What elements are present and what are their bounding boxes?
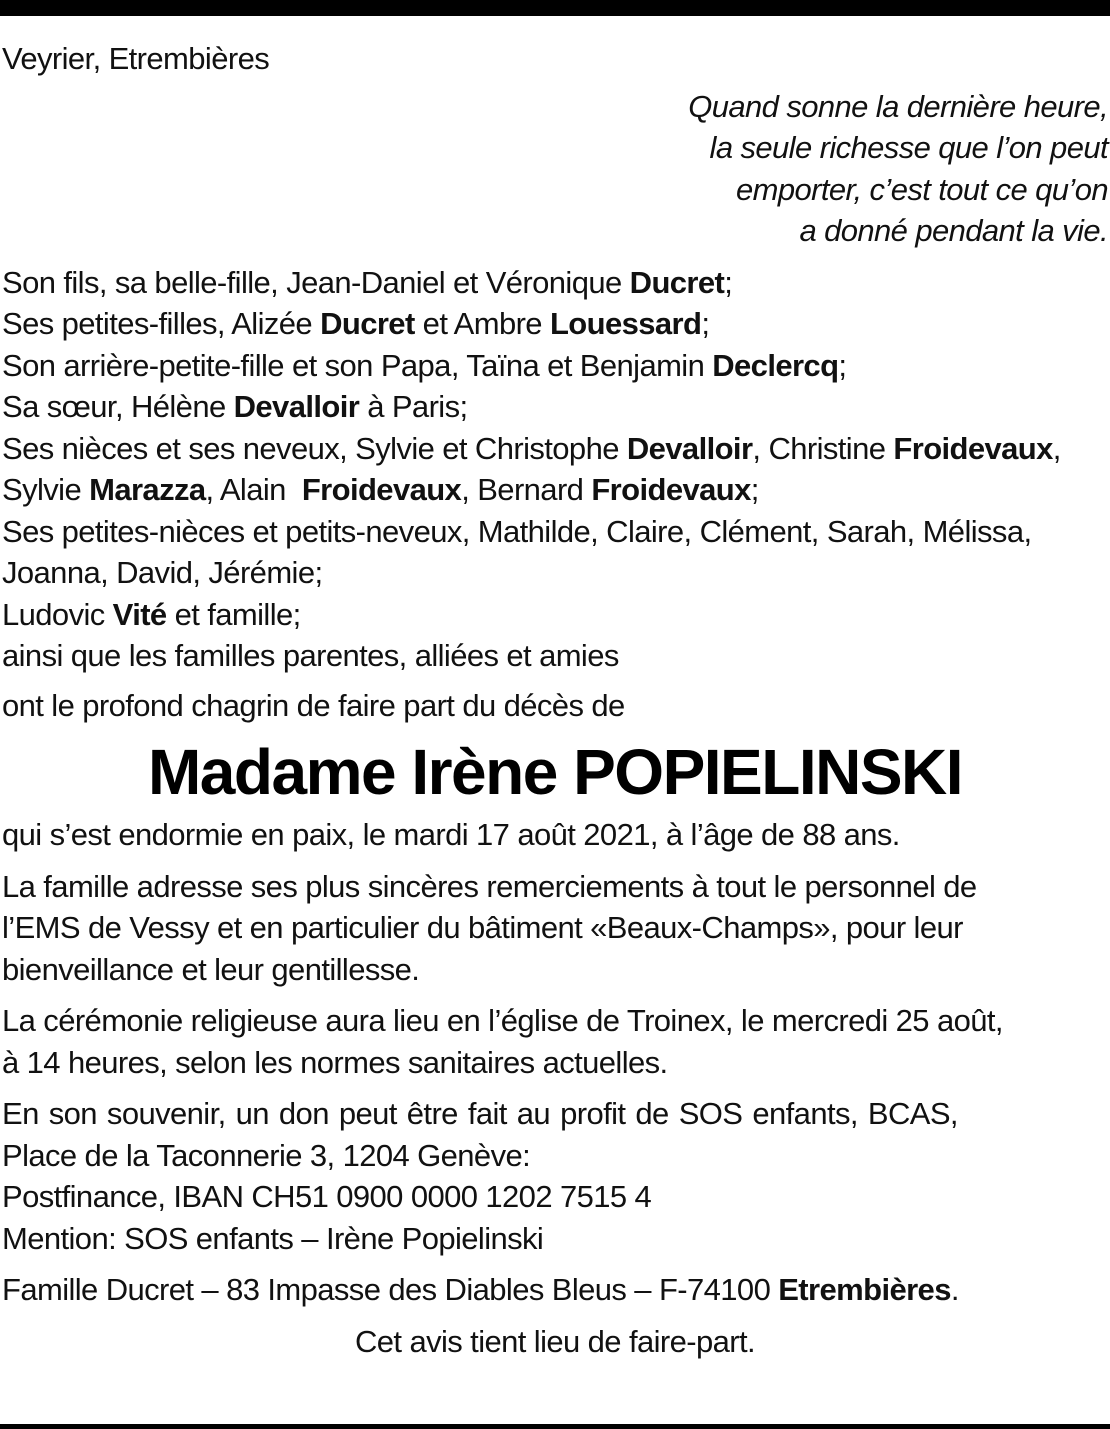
- family-text: et Ambre: [414, 306, 550, 341]
- family-text: ,: [1052, 430, 1061, 466]
- donation-iban: Postfinance, IBAN CH51 0900 0000 1202 7515 4: [2, 1179, 652, 1214]
- family-text: Son arrière-petite-fille et son Papa, Taïna et Benjamin: [2, 347, 713, 383]
- family-list: [2, 262, 1108, 677]
- place-heading: Veyrier, Etrembières: [2, 41, 270, 76]
- family-surname: Louessard: [549, 306, 702, 341]
- family-surname: Devalloir: [626, 430, 753, 466]
- family-text: ;: [724, 264, 733, 300]
- family-surname: Marazza: [89, 472, 206, 507]
- family-grand-nieces-nephews-cont: Joanna, David, Jérémie;: [2, 555, 323, 590]
- family-great-granddaughter: [2, 345, 1108, 387]
- family-text: ;: [838, 347, 847, 383]
- family-surname: Ducret: [629, 264, 725, 300]
- donation-paragraph: [2, 1093, 1108, 1259]
- family-text: , Christine: [752, 430, 894, 466]
- quote-line: Quand sonne la dernière heure,: [688, 88, 1108, 124]
- donation-mention: Mention: SOS enfants – Irène Popielinski: [2, 1220, 544, 1256]
- family-text: Ludovic: [2, 596, 113, 632]
- donation-line: En son souvenir, un don peut être fait au profit de SOS enfants, BCAS,: [2, 1096, 958, 1131]
- family-text: et famille;: [166, 596, 301, 632]
- family-son: [2, 262, 1108, 304]
- family-nieces-nephews-cont: [2, 469, 1108, 511]
- deceased-name: Madame Irène POPIELINSKI: [147, 736, 963, 808]
- family-text: Sylvie: [2, 472, 90, 507]
- top-border-rule: [0, 0, 1110, 16]
- family-ludovic: [2, 594, 1108, 636]
- address-city: Etrembières: [778, 1272, 951, 1307]
- ceremony-paragraph: [2, 1000, 1108, 1083]
- family-sister: [2, 386, 1108, 428]
- family-text: , Bernard: [461, 472, 592, 507]
- family-surname: Ducret: [320, 306, 415, 341]
- thanks-line: l’EMS de Vessy et en particulier du bâtiment «Beaux-Champs», pour leur: [2, 910, 963, 945]
- family-text: Ses petites-filles, Alizée: [2, 306, 321, 341]
- family-text: à Paris;: [359, 389, 468, 424]
- thanks-line: La famille adresse ses plus sincères remerciements à tout le personnel de: [2, 868, 977, 904]
- family-text: Sa sœur, Hélène: [2, 389, 234, 424]
- family-surname: Froidevaux: [893, 430, 1053, 466]
- family-surname: Froidevaux: [301, 472, 462, 507]
- donation-line: Place de la Taconnerie 3, 1204 Genève:: [2, 1137, 531, 1173]
- thanks-line: bienveillance et leur gentillesse.: [2, 951, 420, 987]
- family-surname: Froidevaux: [591, 472, 751, 507]
- quote-line: la seule richesse que l’on peut: [709, 130, 1108, 165]
- family-surname: Vité: [112, 596, 167, 632]
- family-text: ;: [750, 472, 759, 507]
- footer-note: Cet avis tient lieu de faire-part.: [354, 1323, 756, 1359]
- family-nieces-nephews: [2, 428, 1108, 470]
- family-text: Ses nièces et ses neveux, Sylvie et Christophe: [2, 430, 627, 466]
- family-surname: Devalloir: [233, 389, 360, 424]
- ceremony-line: à 14 heures, selon les normes sanitaires actuelles.: [2, 1044, 668, 1080]
- family-text: Son fils, sa belle-fille, Jean-Daniel et Véronique: [2, 264, 630, 300]
- ceremony-line: La cérémonie religieuse aura lieu en l’église de Troinex, le mercredi 25 août,: [2, 1003, 1003, 1038]
- thanks-paragraph: [2, 866, 1108, 991]
- epigraph-quote: [2, 86, 1108, 252]
- family-text: ;: [701, 306, 710, 341]
- family-text: , Alain: [205, 472, 302, 507]
- family-others: ainsi que les familles parentes, alliées et amies: [2, 638, 619, 673]
- family-grand-nieces-nephews: Ses petites-nièces et petits-neveux, Mathilde, Claire, Clément, Sarah, Mélissa,: [2, 513, 1032, 549]
- family-address: [2, 1269, 1108, 1311]
- quote-line: a donné pendant la vie.: [799, 213, 1108, 248]
- address-text: .: [950, 1272, 959, 1307]
- bottom-border-rule: [0, 1424, 1110, 1429]
- death-info: qui s’est endormie en paix, le mardi 17 août 2021, à l’âge de 88 ans.: [2, 817, 900, 852]
- family-granddaughters: [2, 303, 1108, 345]
- quote-line: emporter, c’est tout ce qu’on: [735, 171, 1108, 207]
- family-surname: Declercq: [712, 347, 839, 383]
- announcement-text: ont le profond chagrin de faire part du décès de: [2, 687, 625, 723]
- address-text: Famille Ducret – 83 Impasse des Diables Bleus – F-74100: [2, 1272, 779, 1307]
- obituary-notice: [2, 38, 1108, 1362]
